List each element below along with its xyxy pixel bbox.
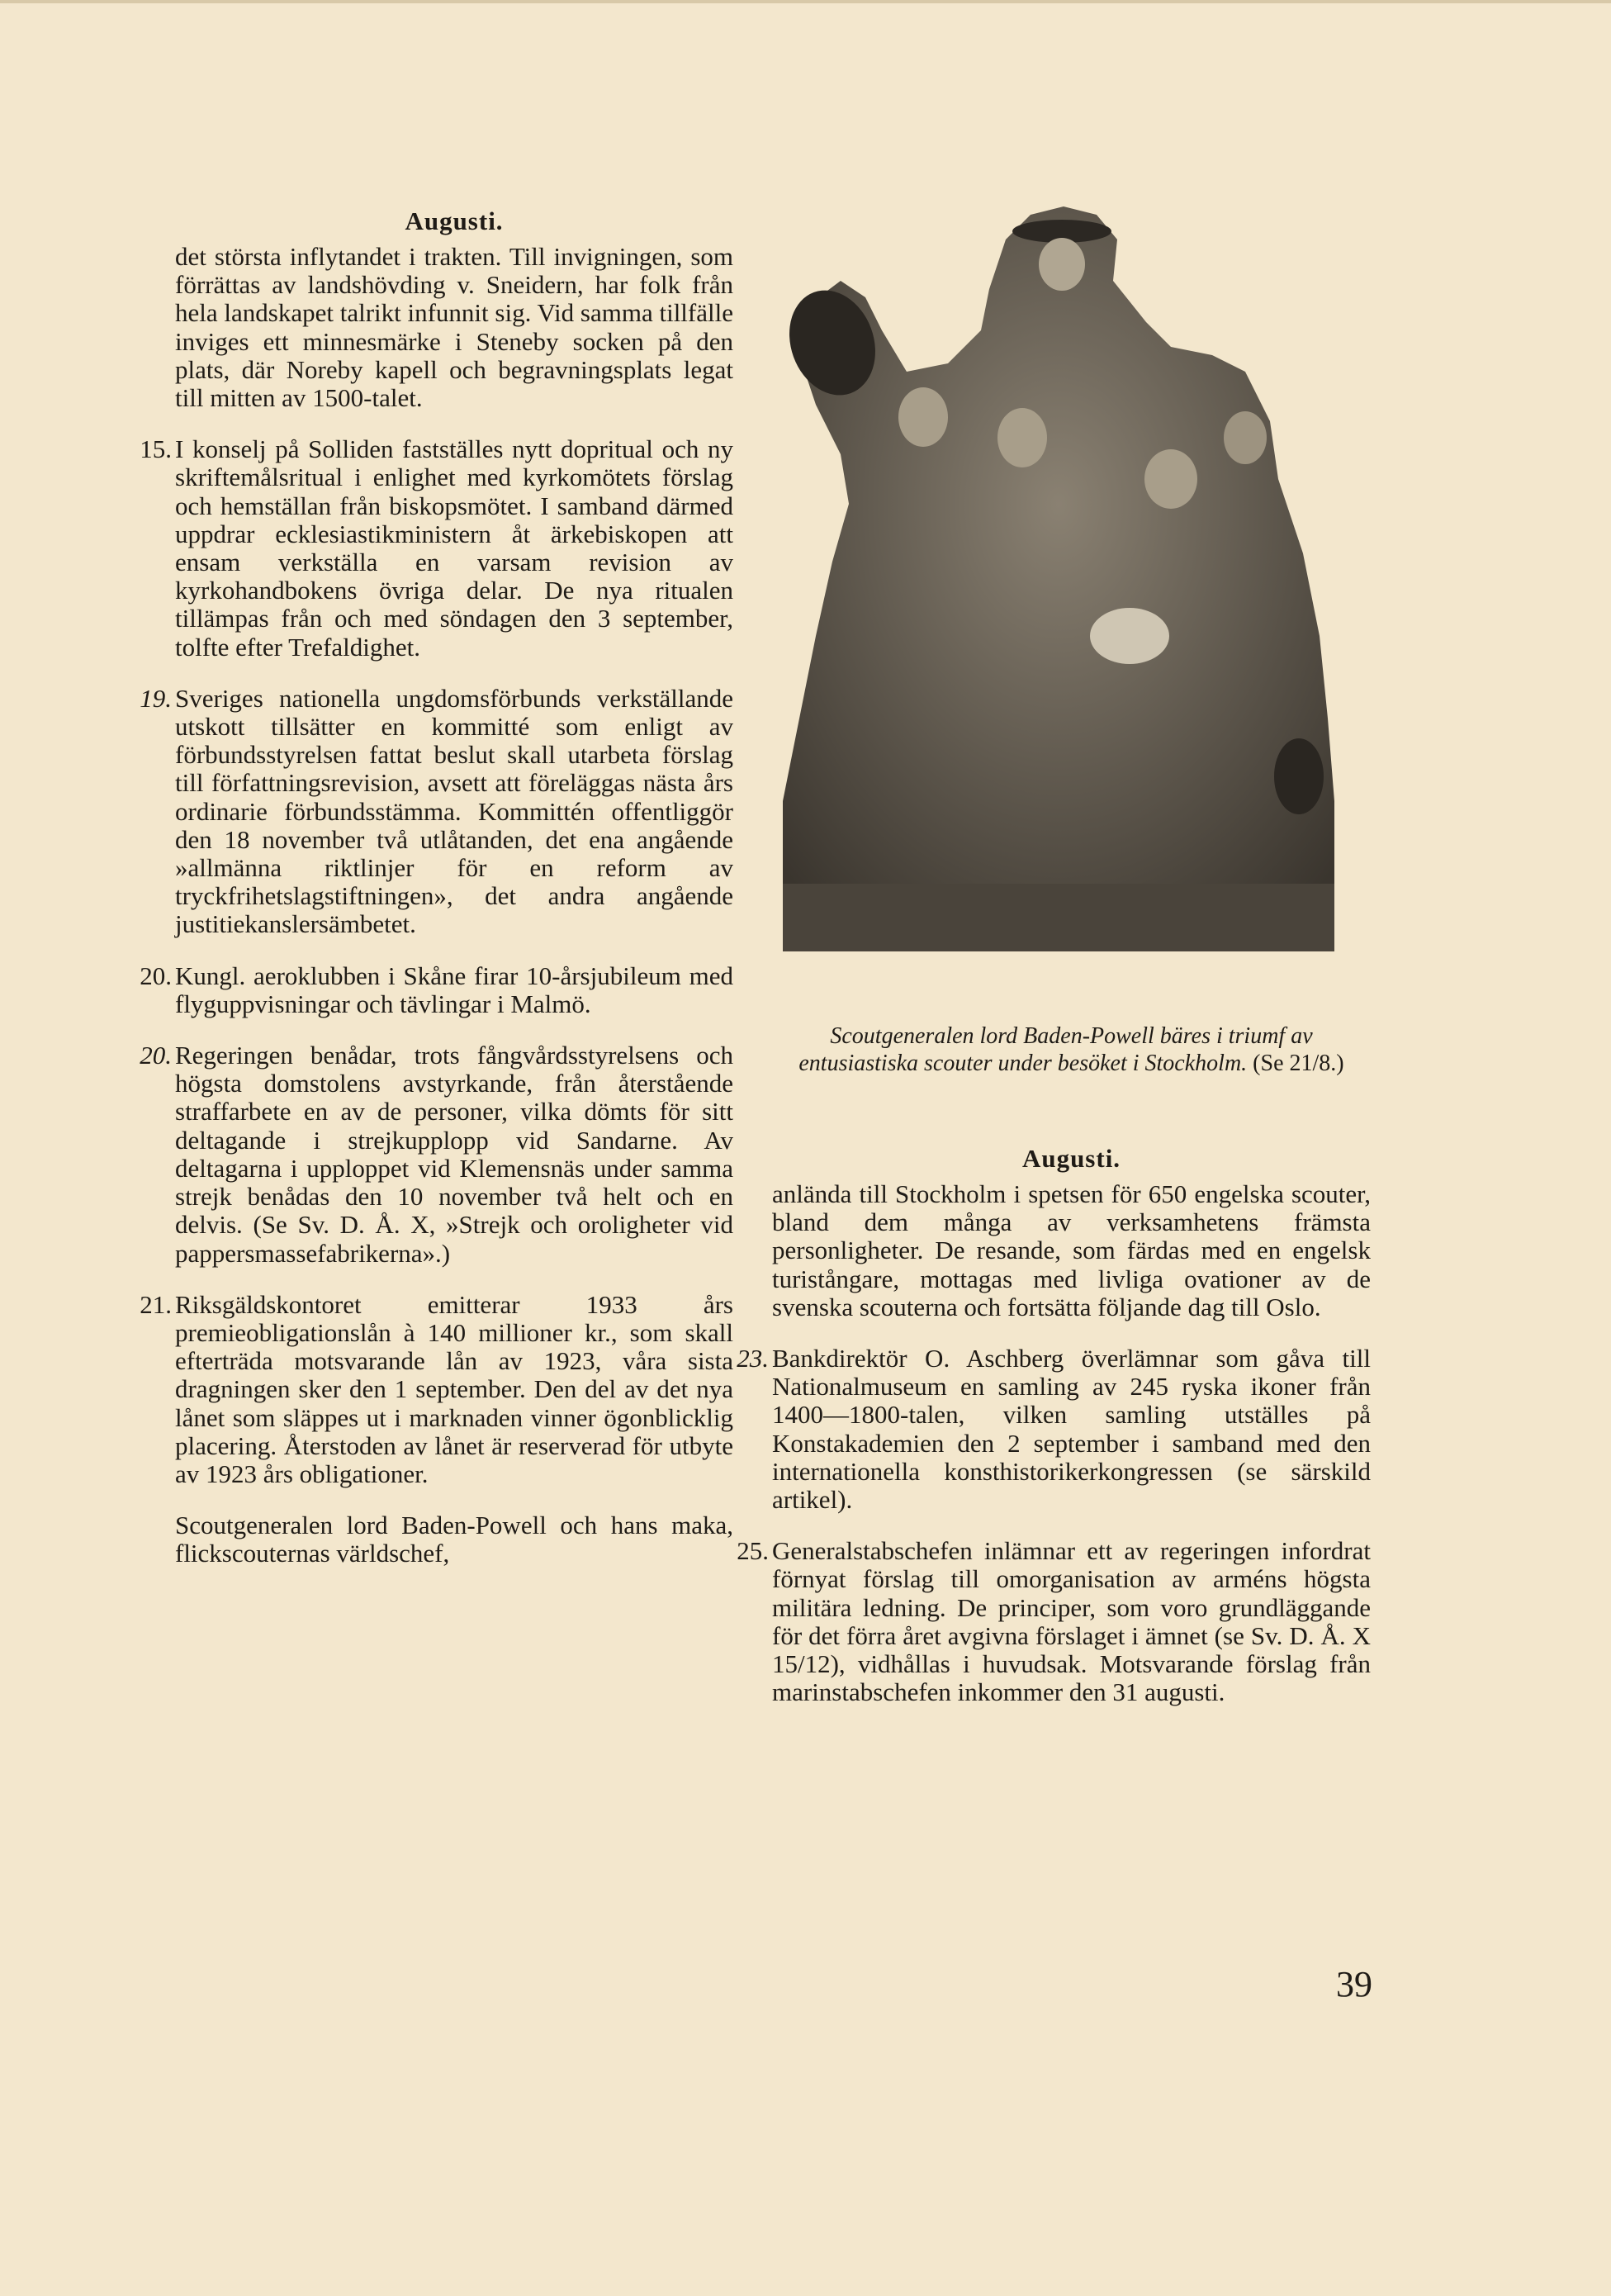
entry-20-b [140, 1041, 733, 1268]
face-icon [1224, 411, 1267, 464]
entry-day: 20. [140, 1041, 172, 1070]
right-column [737, 1144, 1371, 1707]
face-icon [898, 387, 948, 447]
left-column [140, 206, 733, 1568]
hat-icon [1274, 738, 1324, 814]
right-heading: Augusti. [1021, 1144, 1121, 1173]
entry-day: 19. [140, 683, 172, 713]
photo-caption [768, 1022, 1375, 1077]
intro-text: det största inflytandet i trakten. Till invigningen, som förrättas av landshövding v. Sneidern, har folk från hela landskapet talrikt infunnit sig. Vid samma tillfälle inviges ett minnesmärke i Steneby socken på den plats, där Noreby kapell och begravningsplats legat till mitten av 1500-talet. [175, 242, 733, 413]
entry-20-a [140, 961, 733, 1018]
entry-25 [737, 1536, 1371, 1707]
page-number: 39 [1336, 1964, 1372, 2004]
entry-21 [140, 1289, 733, 1488]
entry-text: Regeringen benådar, trots fångvårdsstyrelsens och högsta domstolens avstyrkande, från återstående straffarbete en av de personer, vilka dömts för sitt deltagande i strejkupplopp vid Sandarne. Av deltagarna i upploppet vid Klemensnäs under samma strejk benådas den 10 november två helt och en delvis. (Se Sv. D. Å. X, »Strejk och oroligheter vid pappersmassefabrikerna».) [175, 1041, 733, 1268]
entry-19 [140, 683, 733, 939]
caption-reference: (Se 21/8.) [1253, 1051, 1344, 1076]
entry-day: 20. [140, 961, 172, 990]
face-icon [997, 408, 1047, 467]
entry-text: Kungl. aeroklubben i Skåne firar 10-årsjubileum med flyguppvisningar och tävlingar i Malmö. [175, 961, 733, 1018]
entry-day: 15. [140, 434, 172, 464]
top-edge [0, 0, 1611, 3]
entry-day: 23. [737, 1344, 769, 1373]
right-intro-text: anlända till Stockholm i spetsen för 650 engelska scouter, bland dem många av verksamhetens främsta personligheter. De resande, som färdas med en engelsk turistångare, mottagas med livliga ovationer av de svenska scouterna och fortsätta följande dag till Oslo. [772, 1179, 1371, 1321]
left-heading: Augusti. [405, 206, 504, 235]
entry-text: I konselj på Solliden fastställes nytt dopritual och ny skriftemålsritual i enlighet med kyrkomötets förslag och hemställan från biskopsmötet. I samband därmed uppdrar ecklesiastikministern åt ärkebiskopen att ensam verkställa en varsam revision av kyrkohandbokens övriga delar. De nya ritualen tillämpas från och med söndagen den 3 september, tolfte efter Trefaldighet. [175, 434, 733, 662]
entry-text: Bankdirektör O. Aschberg överlämnar som gåva till Nationalmuseum en samling av 245 ryska ikoner från 1400—1800-talen, vilken samling utställes på Konstakademien den 2 september i samband med den internationella konsthistorikerkongressen (se särskild artikel). [772, 1344, 1371, 1515]
entry-text: Riksgäldskontoret emitterar 1933 års premieobligationslån à 140 millioner kr., som skall efterträda motsvarande lån av 1923, vårа sista dragningen sker den 1 september. Den del av det nya lånet som släppes ut i marknaden vinner ögonblicklig placering. Återstoden av lånet är reserverad för utbyte av 1923 års obligationer. [175, 1289, 733, 1488]
entry-day: 25. [737, 1536, 769, 1566]
face-icon [1039, 238, 1085, 291]
left-tail-text: Scoutgeneralen lord Baden-Powell och hans maka, flickscouternas världschef, [175, 1511, 733, 1568]
entry-text: Generalstabschefen inlämnar ett av regeringen infordrat förnyat förslag till omorganisation av arméns högsta militära ledning. De principer, som voro grundläggande för det förra året avgivna förslaget i ämnet (se Sv. D. Å. X 15/12), vidhållas i huvudsak. Motsvarande förslag från marinstabschefen inkommer den 31 augusti. [772, 1536, 1371, 1707]
scouts-photo [783, 206, 1334, 951]
hat-icon [1090, 608, 1169, 664]
face-icon [1144, 449, 1197, 509]
entry-day: 21. [140, 1289, 172, 1319]
entry-text: Sveriges nationella ungdomsförbunds verkställande utskott tillsätter en kommitté som enligt av förbundsstyrelsen fattat beslut skall utarbeta förslag till författningsrevision, avsett att föreläggas nästa års ordinarie förbundsstämma. Kommittén offentliggör den 18 november två utlåtanden, det ena angående »allmänna riktlinjer för en reform av tryckfrihetslagstiftningen», det andra angående justitiekanslersämbetet. [175, 683, 733, 939]
ground [783, 884, 1334, 951]
caption-text: Scoutgeneralen lord Baden-Powell bäres i triumf av entusiastiska scouter under besöket i Stockholm. [798, 1023, 1313, 1076]
entry-23 [737, 1344, 1371, 1515]
entry-15 [140, 434, 733, 662]
